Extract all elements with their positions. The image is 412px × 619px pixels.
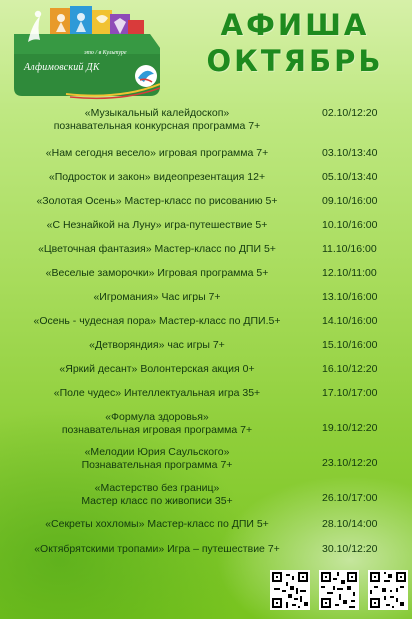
qr-code-icon	[368, 570, 408, 610]
event-date: 17.10/17:00	[322, 387, 378, 399]
venue-logo	[10, 4, 160, 100]
event-date: 05.10/13:40	[322, 171, 378, 183]
event-date: 11.10/16:00	[322, 243, 377, 255]
event-title: «Мелодии Юрия Саульского» Познавательная программа 7+	[81, 446, 233, 471]
event-date: 28.10/14:00	[322, 518, 378, 530]
event-title: «Осень - чудесная пора» Мастер-класс по ДПИ.5+	[33, 315, 281, 327]
event-date: 03.10/13:40	[322, 147, 378, 159]
event-title: «С Незнайкой на Луну» игра-путешествие 5+	[46, 219, 268, 231]
event-title: «Подросток и закон» видеопрезентация 12+	[48, 171, 266, 183]
event-title: «Игромания» Час игры 7+	[93, 291, 221, 303]
event-date: 13.10/16:00	[322, 291, 378, 303]
event-title: «Секреты хохломы» Мастер-класс по ДПИ 5+	[45, 518, 269, 530]
event-date: 19.10/12:20	[322, 422, 378, 434]
event-date: 26.10/17:00	[322, 492, 378, 504]
event-date: 15.10/16:00	[322, 339, 378, 351]
qr-code-icon[interactable]	[270, 570, 310, 610]
event-title: «Цветочная фантазия» Мастер-класс по ДПИ 5+	[38, 243, 276, 255]
qr-code-icon[interactable]	[368, 570, 408, 610]
event-title: «Яркий десант» Волонтерская акция 0+	[59, 363, 255, 375]
qr-code-icon	[319, 570, 359, 610]
logo-tagline: это / в Культуре	[84, 50, 127, 56]
logo-name: Алфимовский ДК	[24, 62, 100, 73]
event-title: «Формула здоровья» познавательная игровая программа 7+	[61, 411, 253, 436]
poster-month: ОКТЯБРЬ	[206, 44, 384, 78]
event-date: 14.10/16:00	[322, 315, 378, 327]
event-title: «Октябрятскими тропами» Игра – путешествие 7+	[34, 543, 280, 555]
event-date: 09.10/16:00	[322, 195, 378, 207]
event-title: «Детворяндия» час игры 7+	[89, 339, 225, 351]
event-title: «Мастерство без границ» Мастер класс по живописи 35+	[81, 482, 233, 507]
event-title: «Нам сегодня весело» игровая программа 7+	[45, 147, 269, 159]
event-title: «Музыкальный калейдоскоп» познавательная конкурсная программа 7+	[53, 107, 261, 132]
event-date: 12.10/11:00	[322, 267, 377, 279]
event-title: «Поле чудес» Интеллектуальная игра 35+	[53, 387, 261, 399]
event-date: 10.10/16:00	[322, 219, 378, 231]
qr-code-icon	[270, 570, 310, 610]
event-title: «Веселые заморочки» Игровая программа 5+	[45, 267, 269, 279]
event-title: «Золотая Осень» Мастер-класс по рисованию 5+	[36, 195, 278, 207]
event-date: 16.10/12:20	[322, 363, 378, 375]
event-date: 23.10/12:20	[322, 457, 378, 469]
event-date: 02.10/12:20	[322, 107, 378, 119]
qr-code-icon[interactable]	[319, 570, 359, 610]
poster-title: АФИША	[220, 8, 370, 42]
event-date: 30.10/12:20	[322, 543, 378, 555]
